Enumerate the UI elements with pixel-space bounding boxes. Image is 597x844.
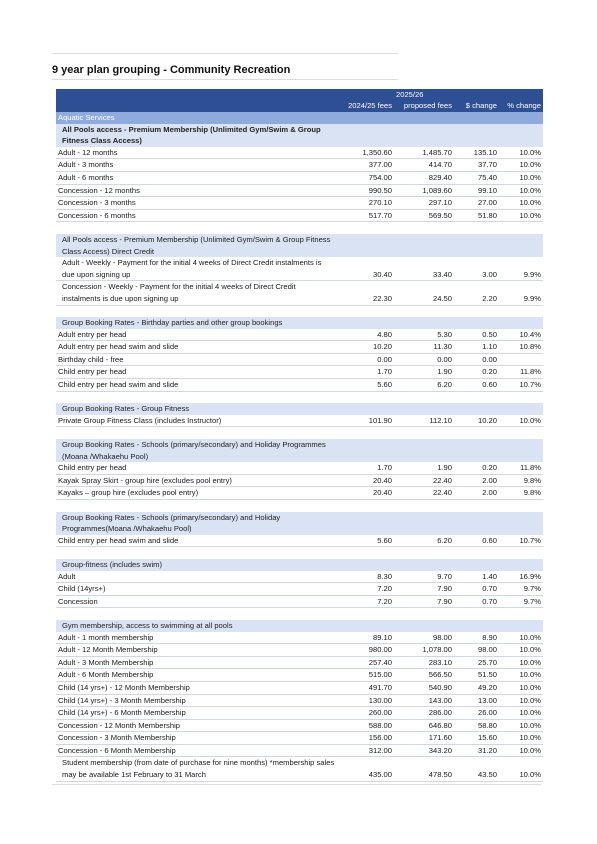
fee-label: Child (14 yrs+) - 6 Month Membership <box>56 707 338 720</box>
group-header-blank <box>499 317 543 329</box>
fee-2025-26-proposed: 5.30 <box>394 329 454 341</box>
fee-percent-change: 9.9% <box>499 281 543 305</box>
group-header-blank <box>454 559 499 571</box>
fee-percent-change: 10.0% <box>499 694 543 707</box>
fee-label: Concession <box>56 595 338 608</box>
fee-dollar-change: 0.70 <box>454 595 499 608</box>
table-row <box>56 744 543 757</box>
fee-2025-26-proposed: 569.50 <box>394 209 454 222</box>
spacer-cell <box>56 427 543 439</box>
fee-dollar-change: 37.70 <box>454 159 499 172</box>
spacer-cell <box>56 608 543 620</box>
fee-percent-change: 10.0% <box>499 757 543 781</box>
section-row <box>56 112 543 124</box>
group-header-blank <box>394 124 454 147</box>
fee-2025-26-proposed: 24.50 <box>394 281 454 305</box>
group-header-blank <box>499 559 543 571</box>
table-row <box>56 595 543 608</box>
group-header-blank <box>338 403 394 415</box>
fee-dollar-change: 0.70 <box>454 583 499 596</box>
fee-percent-change: 10.8% <box>499 341 543 354</box>
fee-2024-25: 1.70 <box>338 366 394 379</box>
fee-2025-26-proposed: 22.40 <box>394 487 454 500</box>
group-header-row <box>56 124 543 147</box>
fee-2025-26-proposed: 11.30 <box>394 341 454 354</box>
fee-2025-26-proposed: 286.00 <box>394 707 454 720</box>
group-header-row <box>56 439 543 462</box>
header-blank <box>499 89 543 100</box>
table-row <box>56 341 543 354</box>
fee-label: Child entry per head <box>56 462 338 474</box>
fee-label: Concession - 6 Month Membership <box>56 744 338 757</box>
fee-percent-change: 9.7% <box>499 595 543 608</box>
fee-2024-25: 130.00 <box>338 694 394 707</box>
fee-2025-26-proposed: 9.70 <box>394 571 454 583</box>
table-row <box>56 487 543 500</box>
fee-percent-change: 16.9% <box>499 571 543 583</box>
fee-label: Child entry per head swim and slide <box>56 379 338 392</box>
fee-label: Adult - 12 Month Membership <box>56 644 338 657</box>
group-header-blank <box>499 620 543 632</box>
table-row <box>56 159 543 172</box>
group-header-blank <box>499 512 543 535</box>
fee-label: Child entry per head <box>56 366 338 379</box>
fee-2025-26-proposed: 1,485.70 <box>394 147 454 159</box>
fee-2025-26-proposed: 1,089.60 <box>394 184 454 197</box>
table-row <box>56 732 543 745</box>
header-year: 2025/26 <box>394 89 454 100</box>
table-row <box>56 171 543 184</box>
group-header-blank <box>338 512 394 535</box>
title-divider <box>52 79 398 80</box>
group-header-blank <box>338 439 394 462</box>
fee-2024-25: 980.00 <box>338 644 394 657</box>
fee-2024-25: 101.90 <box>338 415 394 427</box>
fee-dollar-change: 0.20 <box>454 462 499 474</box>
fee-dollar-change: 13.00 <box>454 694 499 707</box>
fee-2025-26-proposed: 143.00 <box>394 694 454 707</box>
fee-percent-change: 10.0% <box>499 744 543 757</box>
fee-percent-change: 10.0% <box>499 669 543 682</box>
fee-2025-26-proposed: 566.50 <box>394 669 454 682</box>
fee-2024-25: 7.20 <box>338 595 394 608</box>
fee-label: Adult - Weekly - Payment for the initial 4 weeks of Direct Credit instalments is due upon signing up <box>56 257 338 281</box>
fee-2024-25: 1,350.60 <box>338 147 394 159</box>
fee-dollar-change: 27.00 <box>454 197 499 210</box>
spacer-row <box>56 391 543 403</box>
group-header-blank <box>338 620 394 632</box>
fee-2025-26-proposed: 7.90 <box>394 595 454 608</box>
group-header-blank <box>394 234 454 257</box>
fee-dollar-change: 2.00 <box>454 474 499 487</box>
group-header-row <box>56 403 543 415</box>
fee-2024-25: 89.10 <box>338 632 394 644</box>
fee-dollar-change: 51.50 <box>454 669 499 682</box>
header-blank <box>338 89 394 100</box>
table-row <box>56 329 543 341</box>
table-row <box>56 535 543 547</box>
fee-percent-change: 10.0% <box>499 719 543 732</box>
page-title: 9 year plan grouping - Community Recreation <box>52 64 291 76</box>
fee-2025-26-proposed: 343.20 <box>394 744 454 757</box>
spacer-row <box>56 222 543 234</box>
fee-2024-25: 0.00 <box>338 353 394 366</box>
fee-label: Child (14 yrs+) - 12 Month Membership <box>56 681 338 694</box>
fee-dollar-change: 1.40 <box>454 571 499 583</box>
fee-percent-change: 10.7% <box>499 535 543 547</box>
fee-dollar-change: 49.20 <box>454 681 499 694</box>
fee-dollar-change: 10.20 <box>454 415 499 427</box>
group-header-blank <box>338 317 394 329</box>
fee-2025-26-proposed: 829.40 <box>394 171 454 184</box>
header-blank <box>454 89 499 100</box>
fee-2025-26-proposed: 33.40 <box>394 257 454 281</box>
spacer-cell <box>56 222 543 234</box>
fee-2025-26-proposed: 297.10 <box>394 197 454 210</box>
table-row <box>56 681 543 694</box>
table-row <box>56 462 543 474</box>
fee-2024-25: 435.00 <box>338 757 394 781</box>
group-title: Group Booking Rates - Schools (primary/secondary) and Holiday Programmes (Moana /Whakaehu Pool) <box>56 439 338 462</box>
fee-2024-25: 260.00 <box>338 707 394 720</box>
table-row <box>56 632 543 644</box>
spacer-row <box>56 500 543 512</box>
group-header-blank <box>394 317 454 329</box>
group-header-blank <box>454 403 499 415</box>
group-title: Group Booking Rates - Group Fitness <box>56 403 338 415</box>
top-divider <box>52 53 398 54</box>
fee-label: Concession - 12 Month Membership <box>56 719 338 732</box>
column-header-percent-change: % change <box>499 100 543 112</box>
fee-percent-change: 9.7% <box>499 583 543 596</box>
fee-dollar-change: 2.20 <box>454 281 499 305</box>
fee-label: Kayak Spray Skirt - group hire (excludes pool entry) <box>56 474 338 487</box>
fee-percent-change: 10.0% <box>499 681 543 694</box>
fee-label: Adult - 6 Month Membership <box>56 669 338 682</box>
fee-percent-change: 10.0% <box>499 656 543 669</box>
group-header-blank <box>454 124 499 147</box>
table-row <box>56 379 543 392</box>
group-title: Group-fitness (includes swim) <box>56 559 338 571</box>
group-header-blank <box>454 317 499 329</box>
fee-percent-change: 10.0% <box>499 209 543 222</box>
fee-2025-26-proposed: 6.20 <box>394 535 454 547</box>
section-title: Aquatic Services <box>56 112 543 124</box>
group-header-blank <box>454 234 499 257</box>
fee-2025-26-proposed: 98.00 <box>394 632 454 644</box>
group-header-blank <box>338 124 394 147</box>
group-header-blank <box>394 512 454 535</box>
group-header-blank <box>394 620 454 632</box>
fee-2024-25: 515.00 <box>338 669 394 682</box>
fee-dollar-change: 0.60 <box>454 379 499 392</box>
fee-dollar-change: 26.00 <box>454 707 499 720</box>
column-header-proposed-fees: proposed fees <box>394 100 454 112</box>
table-row <box>56 257 543 281</box>
table-row <box>56 366 543 379</box>
fee-dollar-change: 135.10 <box>454 147 499 159</box>
fee-percent-change: 9.9% <box>499 257 543 281</box>
fee-label: Adult - 3 Month Membership <box>56 656 338 669</box>
fee-dollar-change: 15.60 <box>454 732 499 745</box>
spacer-cell <box>56 305 543 317</box>
group-header-blank <box>454 620 499 632</box>
group-header-row <box>56 512 543 535</box>
fee-dollar-change: 1.10 <box>454 341 499 354</box>
header-row-columns <box>56 100 543 112</box>
table-row <box>56 694 543 707</box>
fee-2024-25: 20.40 <box>338 487 394 500</box>
table-row <box>56 644 543 657</box>
fee-2024-25: 7.20 <box>338 583 394 596</box>
table-row <box>56 197 543 210</box>
table-row <box>56 707 543 720</box>
group-title: Group Booking Rates - Schools (primary/secondary) and Holiday Programmes(Moana /Whakaehu Pool) <box>56 512 338 535</box>
spacer-row <box>56 427 543 439</box>
fee-2024-25: 588.00 <box>338 719 394 732</box>
group-header-row <box>56 317 543 329</box>
fee-label: Birthday child - free <box>56 353 338 366</box>
fee-label: Kayaks – group hire (excludes pool entry) <box>56 487 338 500</box>
fee-dollar-change: 0.20 <box>454 366 499 379</box>
spacer-row <box>56 608 543 620</box>
table-row <box>56 184 543 197</box>
group-header-row <box>56 559 543 571</box>
fee-label: Concession - 3 months <box>56 197 338 210</box>
fee-label: Student membership (from date of purchase for nine months) *membership sales may be available 1st February to 31 March <box>56 757 338 781</box>
fee-2024-25: 1.70 <box>338 462 394 474</box>
fee-label: Concession - 6 months <box>56 209 338 222</box>
fee-label: Child (14yrs+) <box>56 583 338 596</box>
fee-dollar-change: 2.00 <box>454 487 499 500</box>
fee-percent-change: 10.0% <box>499 159 543 172</box>
fee-dollar-change: 51.80 <box>454 209 499 222</box>
fees-table <box>56 89 543 782</box>
header-blank <box>56 100 338 112</box>
fee-2024-25: 491.70 <box>338 681 394 694</box>
fee-label: Adult - 6 months <box>56 171 338 184</box>
spacer-cell <box>56 547 543 559</box>
fee-percent-change: 10.0% <box>499 147 543 159</box>
fee-dollar-change: 75.40 <box>454 171 499 184</box>
fee-2025-26-proposed: 478.50 <box>394 757 454 781</box>
table-row <box>56 669 543 682</box>
column-header-dollar-change: $ change <box>454 100 499 112</box>
bottom-divider <box>52 784 541 785</box>
group-title: Group Booking Rates - Birthday parties and other group bookings <box>56 317 338 329</box>
group-header-blank <box>499 439 543 462</box>
fee-percent-change: 11.8% <box>499 462 543 474</box>
fee-dollar-change: 99.10 <box>454 184 499 197</box>
fee-percent-change <box>499 353 543 366</box>
group-title: Gym membership, access to swimming at all pools <box>56 620 338 632</box>
spacer-cell <box>56 500 543 512</box>
fees-table-body <box>56 89 543 781</box>
fee-2024-25: 754.00 <box>338 171 394 184</box>
header-blank <box>56 89 338 100</box>
table-row <box>56 353 543 366</box>
group-title: All Pools access - Premium Membership (Unlimited Gym/Swim & Group Fitness Class Access) Direct Credit <box>56 234 338 257</box>
table-row <box>56 571 543 583</box>
fee-dollar-change: 0.00 <box>454 353 499 366</box>
fee-label: Adult entry per head swim and slide <box>56 341 338 354</box>
fee-2024-25: 22.30 <box>338 281 394 305</box>
fee-dollar-change: 58.80 <box>454 719 499 732</box>
group-header-blank <box>338 559 394 571</box>
fee-label: Private Group Fitness Class (includes Instructor) <box>56 415 338 427</box>
fee-label: Child entry per head swim and slide <box>56 535 338 547</box>
fee-2024-25: 30.40 <box>338 257 394 281</box>
fee-percent-change: 10.0% <box>499 644 543 657</box>
table-row <box>56 583 543 596</box>
fee-percent-change: 10.7% <box>499 379 543 392</box>
fee-percent-change: 9.8% <box>499 487 543 500</box>
fee-percent-change: 10.0% <box>499 197 543 210</box>
fee-label: Concession - 3 Month Membership <box>56 732 338 745</box>
fee-2024-25: 20.40 <box>338 474 394 487</box>
fee-dollar-change: 98.00 <box>454 644 499 657</box>
fee-label: Adult - 12 months <box>56 147 338 159</box>
fee-2025-26-proposed: 1.90 <box>394 462 454 474</box>
table-row <box>56 415 543 427</box>
fee-2025-26-proposed: 1,078.00 <box>394 644 454 657</box>
fee-percent-change: 10.4% <box>499 329 543 341</box>
group-header-blank <box>394 559 454 571</box>
group-header-blank <box>394 439 454 462</box>
fee-label: Adult - 1 month membership <box>56 632 338 644</box>
fee-label: Adult <box>56 571 338 583</box>
fee-label: Adult - 3 months <box>56 159 338 172</box>
spacer-row <box>56 547 543 559</box>
fee-2024-25: 990.50 <box>338 184 394 197</box>
fee-2025-26-proposed: 414.70 <box>394 159 454 172</box>
fee-2025-26-proposed: 171.60 <box>394 732 454 745</box>
fee-dollar-change: 31.20 <box>454 744 499 757</box>
fee-2024-25: 517.70 <box>338 209 394 222</box>
fee-2025-26-proposed: 1.90 <box>394 366 454 379</box>
spacer-cell <box>56 391 543 403</box>
fee-percent-change: 10.0% <box>499 184 543 197</box>
fee-dollar-change: 8.90 <box>454 632 499 644</box>
fee-dollar-change: 43.50 <box>454 757 499 781</box>
table-row <box>56 757 543 781</box>
fee-label: Concession - 12 months <box>56 184 338 197</box>
fee-dollar-change: 0.50 <box>454 329 499 341</box>
group-header-blank <box>338 234 394 257</box>
fee-2025-26-proposed: 6.20 <box>394 379 454 392</box>
fee-percent-change: 10.0% <box>499 171 543 184</box>
header-row-year <box>56 89 543 100</box>
fee-2025-26-proposed: 283.10 <box>394 656 454 669</box>
fee-percent-change: 10.0% <box>499 415 543 427</box>
fee-percent-change: 10.0% <box>499 707 543 720</box>
fee-2024-25: 5.60 <box>338 535 394 547</box>
fee-2024-25: 8.30 <box>338 571 394 583</box>
fee-2024-25: 5.60 <box>338 379 394 392</box>
fee-label: Concession - Weekly - Payment for the initial 4 weeks of Direct Credit instalments is due upon signing up <box>56 281 338 305</box>
table-row <box>56 147 543 159</box>
fee-label: Child (14 yrs+) - 3 Month Membership <box>56 694 338 707</box>
fee-2024-25: 257.40 <box>338 656 394 669</box>
fee-dollar-change: 0.60 <box>454 535 499 547</box>
fee-percent-change: 10.0% <box>499 732 543 745</box>
group-header-blank <box>499 234 543 257</box>
fee-2024-25: 10.20 <box>338 341 394 354</box>
spacer-row <box>56 305 543 317</box>
group-header-blank <box>394 403 454 415</box>
fee-2025-26-proposed: 22.40 <box>394 474 454 487</box>
group-header-row <box>56 620 543 632</box>
group-header-row <box>56 234 543 257</box>
fee-percent-change: 10.0% <box>499 632 543 644</box>
fee-percent-change: 11.8% <box>499 366 543 379</box>
fee-2024-25: 312.00 <box>338 744 394 757</box>
group-header-blank <box>454 439 499 462</box>
fee-2025-26-proposed: 540.90 <box>394 681 454 694</box>
table-row <box>56 209 543 222</box>
fee-dollar-change: 25.70 <box>454 656 499 669</box>
fee-dollar-change: 3.00 <box>454 257 499 281</box>
fee-2025-26-proposed: 646.80 <box>394 719 454 732</box>
table-row <box>56 474 543 487</box>
fee-label: Adult entry per head <box>56 329 338 341</box>
table-row <box>56 656 543 669</box>
fee-2024-25: 156.00 <box>338 732 394 745</box>
group-header-blank <box>499 124 543 147</box>
column-header-prev-fees: 2024/25 fees <box>338 100 394 112</box>
group-header-blank <box>454 512 499 535</box>
fee-2024-25: 270.10 <box>338 197 394 210</box>
fee-2025-26-proposed: 112.10 <box>394 415 454 427</box>
fee-2025-26-proposed: 0.00 <box>394 353 454 366</box>
group-header-blank <box>499 403 543 415</box>
fee-2025-26-proposed: 7.90 <box>394 583 454 596</box>
group-title: All Pools access - Premium Membership (Unlimited Gym/Swim & Group Fitness Class Access) <box>56 124 338 147</box>
table-row <box>56 281 543 305</box>
fee-2024-25: 4.80 <box>338 329 394 341</box>
fee-2024-25: 377.00 <box>338 159 394 172</box>
fee-percent-change: 9.8% <box>499 474 543 487</box>
table-row <box>56 719 543 732</box>
